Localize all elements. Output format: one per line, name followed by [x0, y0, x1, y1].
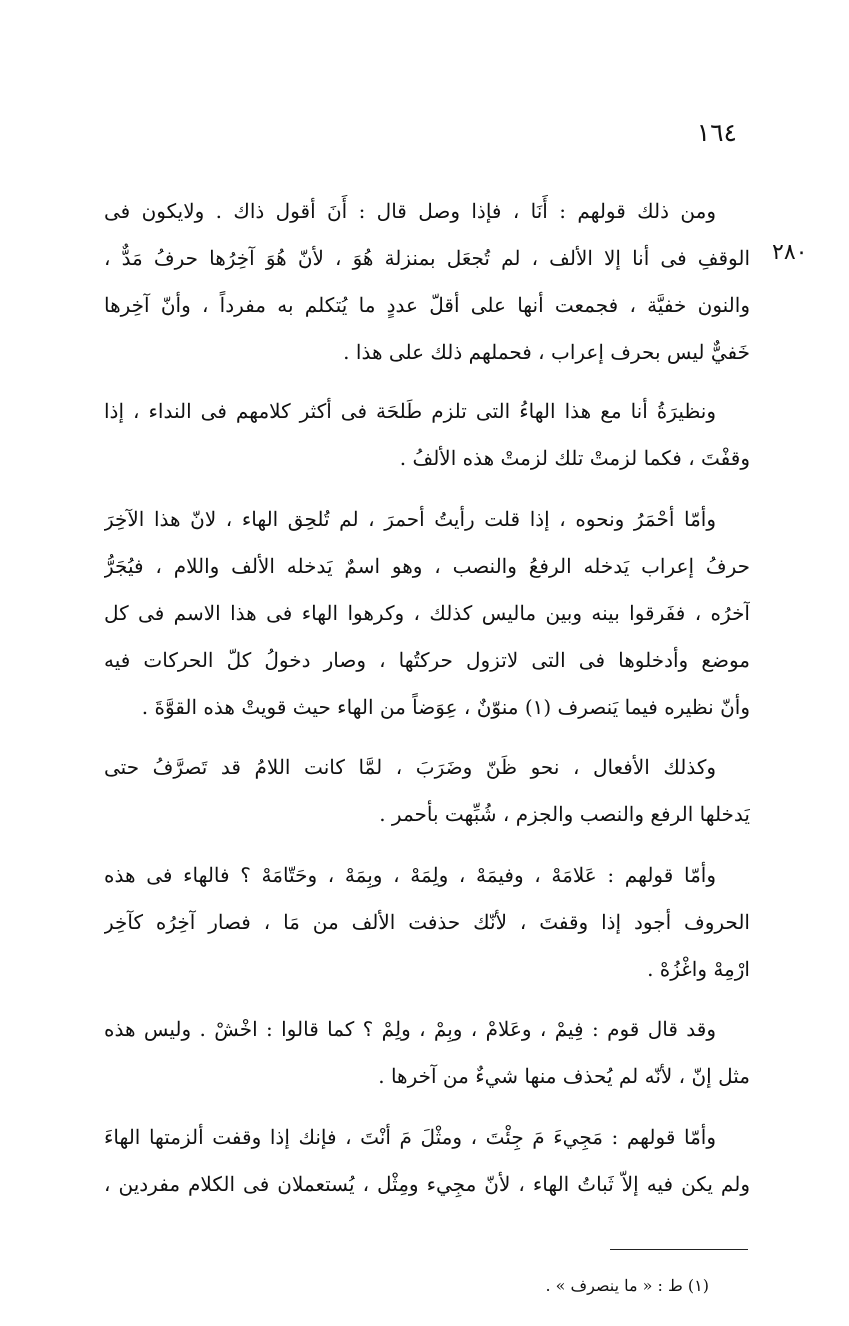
text-line: موضع وأدخلوها فى التى لاتزول حركتُها ، وصار دخولُ كلّ الحركات فيه	[104, 648, 750, 672]
text-line: ولم يكن فيه إلاّ ثَباتُ الهاء ، لأنّ مجِيء ومِثْل ، يُستعملان فى الكلام مفردين ،	[104, 1172, 750, 1196]
paragraph-5	[104, 852, 750, 993]
text-line: الحروف أجود إذا وقفتَ ، لأنّك حذفت الألف من مَا ، فصار آخِرُه كآخِر	[104, 910, 750, 934]
text-line: خَفيٌّ ليس بحرف إعراب ، فحملهم ذلك على هذا .	[343, 340, 750, 364]
page-number: ١٦٤	[696, 118, 737, 147]
text-line: وأمّا أحْمَرُ ونحوه ، إذا قلت رأيتُ أحمرَ ، لم تُلحِق الهاء ، لانّ هذا الآخِرَ	[104, 507, 716, 531]
paragraph-6	[104, 1006, 750, 1100]
footnote: (١) ط : « ما ينصرف » .	[545, 1276, 709, 1295]
paragraph-2	[104, 388, 750, 482]
text-line: الوقفِ فى أنا إلا الألف ، لم تُجعَل بمنزلة هُوَ ، لأنّ هُوَ آخِرُها حرفُ مَدٌّ ،	[104, 246, 750, 270]
text-line: وأمّا قولهم : عَلامَهْ ، وفيمَهْ ، ولِمَهْ ، وبِمَهْ ، وحَتّامَهْ ؟ فالهاء فى هذه	[104, 863, 716, 887]
paragraph-4	[104, 744, 750, 838]
text-line: وقد قال قوم : فِيمْ ، وعَلامْ ، وبِمْ ، ولِمْ ؟ كما قالوا : اخْشْ . وليس هذه	[104, 1017, 716, 1041]
text-line: مثل إنّ ، لأنّه لم يُحذف منها شيءٌ من آخرها .	[378, 1064, 750, 1088]
text-line: وقفْتَ ، فكما لزمتْ تلك لزمتْ هذه الألفُ .	[399, 446, 750, 470]
line-number-marker: ٢٨٠	[772, 240, 808, 265]
text-line: والنون خفيَّة ، فجمعت أنها على أقلّ عددٍ ما يُتكلم به مفرداً ، وأنّ آخِرها	[104, 293, 750, 317]
text-line: ومن ذلك قولهم : أَنَا ، فإذا وصل قال : أَنَ أقول ذاك . ولايكون فى	[104, 199, 716, 223]
text-line: وأمّا قولهم : مَجِيءَ مَ جِئْتَ ، ومثْلَ مَ أنْتَ ، فإنك إذا وقفت ألزمتها الهاءَ	[104, 1125, 716, 1149]
text-line: ونظيرَةُ أنا مع هذا الهاءُ التى تلزم طَلحَة فى أكثر كلامهم فى النداء ، إذا	[104, 399, 716, 423]
text-line: آخرُه ، ففَرقوا بينه وبين ماليس كذلك ، وكرهوا الهاء فى هذا الاسم فى كل	[104, 601, 750, 625]
paragraph-3	[104, 496, 750, 731]
text-line: وأنّ نظيره فيما يَنصرف (١) منوّنٌ ، عِوَضاً من الهاء حيث قويتْ هذه القوَّةَ .	[141, 695, 750, 719]
paragraph-1	[104, 188, 750, 376]
paragraph-7	[104, 1114, 750, 1208]
footnote-separator	[610, 1249, 748, 1250]
text-line: حرفُ إعراب يَدخله الرفعُ والنصب ، وهو اسمٌ يَدخله الألف واللام ، فيُجَرُّ	[104, 554, 750, 578]
text-line: وكذلك الأفعال ، نحو ظَنّ وضَرَبَ ، لمَّا كانت اللامُ قد تَصرَّفُ حتى	[104, 755, 716, 779]
text-line: يَدخلها الرفع والنصب والجزم ، شُبِّهت بأحمر .	[379, 802, 750, 826]
text-line: ارْمِهْ واغْزُهْ .	[647, 957, 750, 981]
